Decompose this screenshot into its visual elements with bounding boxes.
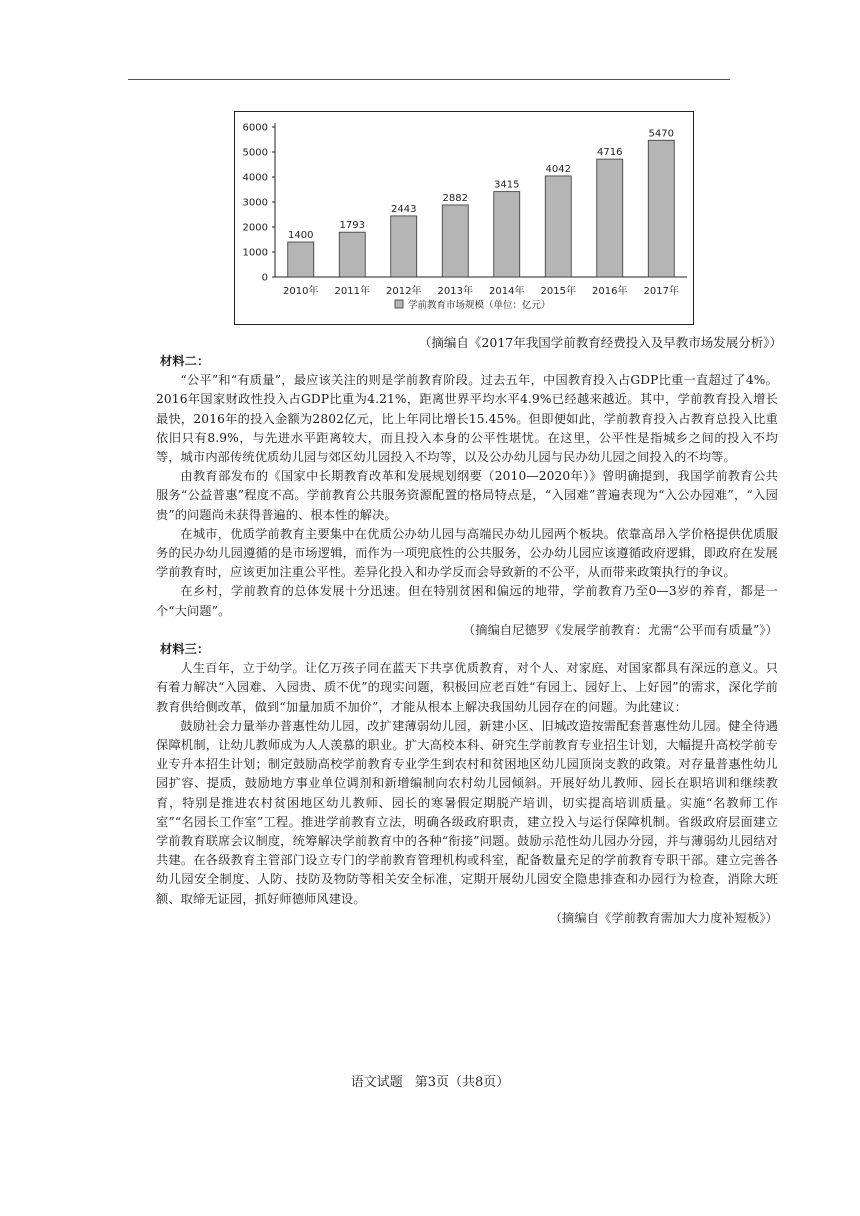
bar <box>391 216 417 277</box>
page-footer <box>0 1071 860 1090</box>
bar-value-label: 2443 <box>391 203 417 215</box>
x-tick-label: 2017年 <box>643 286 679 297</box>
footer-page-number: 第3页（共8页） <box>414 1075 510 1090</box>
x-tick-label: 2016年 <box>592 286 628 297</box>
bar-value-label: 3415 <box>494 179 520 191</box>
material-three-source: （摘编自《学前教育需加大力度补短板》） <box>549 910 778 925</box>
material-three-paragraph: 人生百年，立于幼学。让亿万孩子同在蓝天下共享优质教育，对个人、对家庭、对国家都具有深远的意义。只有着力解决“入园难、入园贵、质不优”的现实问题，积极回应老百姓“有园上、园好上、上好园”的需求，深化学前教育供给侧改革，做到“加量加质不加价”，才能从根本上解决我国幼儿园存在的问题。为此建议： <box>156 661 778 714</box>
material-two-paragraph: 在乡村，学前教育的总体发展十分迅速。但在特别贫困和偏远的地带，学前教育乃至0—3岁的养育，都是一个“大问题”。 <box>156 584 778 618</box>
bar <box>288 242 314 277</box>
y-tick-label: 4000 <box>242 172 268 184</box>
bar-value-label: 1793 <box>339 220 365 232</box>
bar-value-label: 5470 <box>648 128 674 140</box>
y-tick-label: 6000 <box>242 122 268 134</box>
y-tick-label: 1000 <box>242 247 268 259</box>
material-three-paragraph: 鼓励社会力量举办普惠性幼儿园，改扩建薄弱幼儿园，新建小区、旧城改造按需配套普惠性幼儿园。健全待遇保障机制，让幼儿教师成为人人羡慕的职业。扩大高校本科、研究生学前教育专业招生计划，大幅提升高校学前专业专升本招生计划；制定鼓励高校学前教育专业学生到农村和贫困地区幼儿园顶岗支教的政策。对存量普惠性幼儿园扩容、提质，鼓励地方事业单位调剂和新增编制向农村幼儿园倾斜。开展好幼儿教师、园长在职培训和继续教育，特别是推进农村贫困地区幼儿教师、园长的寒暑假定期脱产培训，切实提高培训质量。实施“名教师工作室”“名园长工作室”工程。推进学前教育立法，明确各级政府职责，建立投入与运行保障机制。省级政府层面建立学前教育联席会议制度，统筹解决学前教育中的各种“衔接”问题。鼓励示范性幼儿园办分园，并与薄弱幼儿园结对共建。在各级教育主管部门设立专门的学前教育管理机构或科室，配备数量充足的学前教育专职干部。建立完善各幼儿园安全制度、人防、技防及物防等相关安全标准，定期开展幼儿园安全隐患排查和办园行为检查，消除大班额、取缔无证园，抓好师德师风建设。 <box>156 718 778 906</box>
material-two-paragraph: 由教育部发布的《国家中长期教育改革和发展规划纲要（2010—2020年）》曾明确提到，我国学前教育公共服务“公益普惠”程度不高。学前教育公共服务资源配置的格局特点是，“入园难”普遍表现为“入公办园难”，“入园贵”的问题尚未获得普遍的、根本性的解决。 <box>156 469 778 522</box>
legend-label: 学前教育市场规模（单位：亿元） <box>408 300 551 311</box>
bar-chart-svg <box>235 112 695 326</box>
x-tick-label: 2011年 <box>334 286 370 297</box>
bar-value-label: 4042 <box>545 163 571 175</box>
legend-swatch <box>395 300 403 308</box>
bar <box>339 232 365 277</box>
bar <box>648 140 674 277</box>
bar-value-label: 4716 <box>597 147 623 159</box>
chart-source: （摘编自《2017年我国学前教育经费投入及早教市场发展分析》） <box>418 335 782 350</box>
y-tick-label: 5000 <box>242 147 268 159</box>
bar-value-label: 1400 <box>288 230 314 241</box>
material-two-heading: 材料二： <box>160 354 210 368</box>
footer-subject: 语文试题 <box>350 1075 403 1090</box>
y-tick-label: 2000 <box>242 222 268 234</box>
bar <box>494 192 520 277</box>
material-two-paragraph: “公平”和“有质量”，最应该关注的则是学前教育阶段。过去五年，中国教育投入占GDP比重一直超过了4%。2016年国家财政性投入占GDP比重为4.21%，距离世界平均水平4.9%已经越来越近。其中，学前教育投入增长最快，2016年的投入金额为2802亿元，比上年同比增长15.45%。但即便如此，学前教育投入占教育总投入比重依旧只有8.9%，与先进水平距离较大，而且投入本身的公平性堪忧。在这里，公平性是指城乡之间的投入不均等，城市内部传统优质幼儿园与郊区幼儿园投入不均等，以及公办幼儿园与民办幼儿园之间投入的不均等。 <box>156 373 778 465</box>
bar-value-label: 2882 <box>442 192 468 204</box>
material-two <box>156 352 778 928</box>
material-two-paragraph: 在城市，优质学前教育主要集中在优质公办幼儿园与高端民办幼儿园两个板块。依靠高昂入学价格提供优质服务的民办幼儿园遵循的是市场逻辑，而作为一项兜底性的公共服务，公办幼儿园应该遵循政府逻辑，即政府在发展学前教育时，应该更加注重公平性。差异化投入和办学反而会导致新的不公平，从而带来政策执行的争议。 <box>156 526 778 580</box>
x-tick-label: 2014年 <box>489 286 525 297</box>
bar <box>597 159 623 277</box>
y-tick-label: 3000 <box>242 197 268 209</box>
bar-chart <box>234 111 694 325</box>
x-tick-label: 2013年 <box>437 286 473 297</box>
bar <box>545 176 571 277</box>
header-rule <box>128 79 730 80</box>
material-two-source: （摘编自尼德罗《发展学前教育：尤需“公平而有质量”》） <box>462 622 778 637</box>
bar <box>442 205 468 277</box>
material-three-heading: 材料三： <box>160 642 210 657</box>
x-tick-label: 2010年 <box>283 286 319 297</box>
y-tick-label: 0 <box>261 272 268 284</box>
x-tick-label: 2015年 <box>540 286 576 297</box>
x-tick-label: 2012年 <box>386 286 422 297</box>
